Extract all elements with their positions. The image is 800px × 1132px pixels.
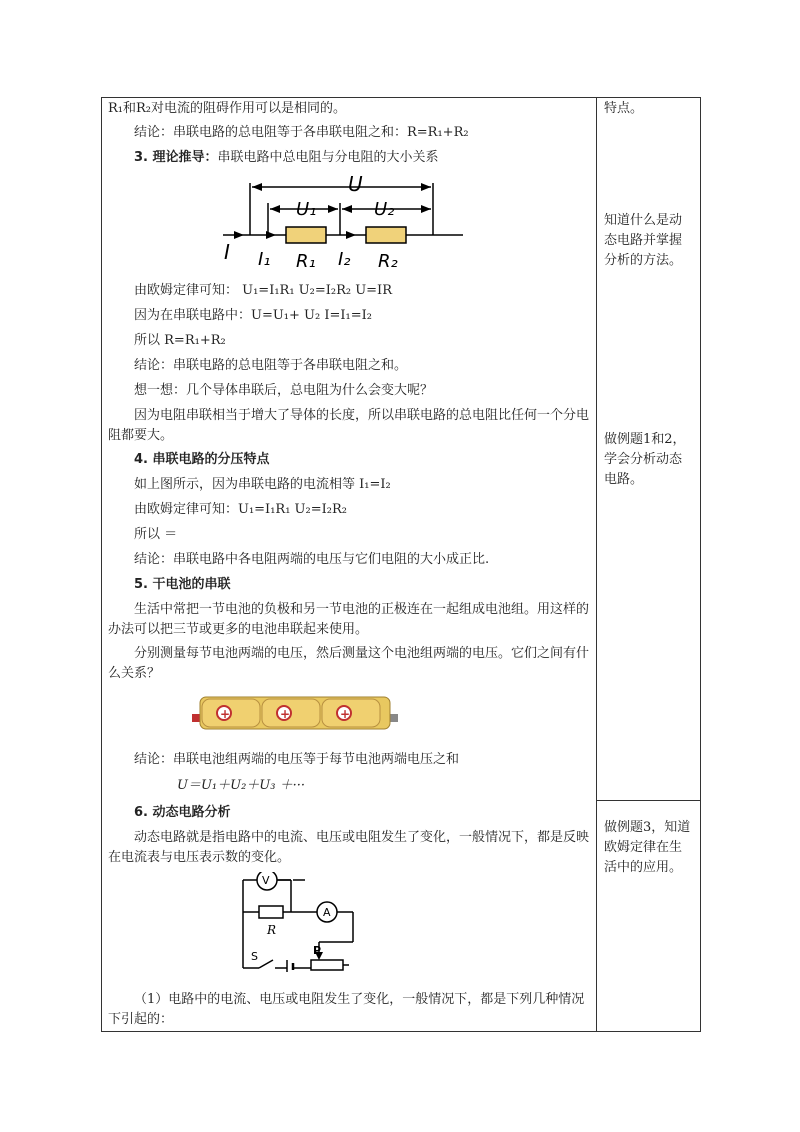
- so-r: 所以 R=R₁+R₂: [134, 333, 226, 348]
- as-figure: 如上图所示，因为串联电路的电流相等 I₁=I₂: [134, 477, 391, 492]
- resistor-r2: [366, 227, 406, 243]
- conclusion-2: 结论：串联电路的总电阻等于各串联电阻之和。: [134, 358, 408, 373]
- side-row-divider: [597, 800, 701, 801]
- heading-5: 5. 干电池的串联: [134, 577, 231, 592]
- side-note-1: 特点。: [604, 101, 644, 116]
- label-u: U: [348, 175, 363, 196]
- switch-label: S: [251, 950, 258, 963]
- plus-icon: +: [340, 707, 351, 721]
- resistor-r: [259, 906, 283, 918]
- battery-pack-image: [192, 692, 402, 734]
- ohm-law-1: 由欧姆定律可知： U₁=I₁R₁ U₂=I₂R₂ U=IR: [134, 283, 392, 298]
- so-ratio: 所以 ＝: [134, 527, 178, 542]
- side-note-3: 做例题1和2，学会分析动态电路。: [604, 432, 686, 487]
- voltage-sum-formula: U＝U₁＋U₂＋U₃ ＋···: [177, 778, 305, 793]
- rheostat: [311, 960, 343, 970]
- paragraph-7: （1）电路中的电流、电压或电阻发生了变化，一般情况下，都是下列几种情况下引起的：: [108, 992, 585, 1027]
- conclusion-1: 结论：串联电路的总电阻等于各串联电阻之和：R=R₁+R₂: [134, 125, 469, 140]
- heading-3: [108, 148, 439, 168]
- heading-3-label: 3. 理论推导：: [134, 150, 218, 165]
- column-divider: [596, 97, 597, 1032]
- conclusion-3: 结论：串联电路中各电阻两端的电压与它们电阻的大小成正比.: [134, 552, 490, 567]
- side-note-4: 做例题3，知道欧姆定律在生活中的应用。: [604, 820, 691, 875]
- label-i: I: [224, 240, 230, 264]
- ohm-law-2: 由欧姆定律可知：U₁=I₁R₁ U₂=I₂R₂: [134, 502, 347, 517]
- since-series: 因为在串联电路中：U=U₁+ U₂ I=I₁=I₂: [134, 308, 372, 323]
- voltmeter-label: V: [262, 874, 270, 887]
- paragraph-5b: 分别测量每节电池两端的电压，然后测量这个电池组两端的电压。它们之间有什么关系？: [108, 646, 590, 681]
- resistor-r1: [286, 227, 326, 243]
- heading-6: 6. 动态电路分析: [134, 805, 231, 820]
- label-u2: U₂: [374, 199, 395, 220]
- label-r1: R₁: [296, 251, 316, 272]
- because-paragraph: 因为电阻串联相当于增大了导体的长度，所以串联电路的总电阻比任何一个分电阻都要大。: [108, 408, 590, 443]
- series-circuit-diagram: [218, 175, 578, 275]
- ammeter-label: A: [323, 906, 331, 919]
- slider-label: P: [313, 944, 322, 957]
- label-i1: I₁: [258, 249, 271, 270]
- think-question: 想一想：几个导体串联后，总电阻为什么会变大呢？: [134, 383, 434, 398]
- label-i2: I₂: [338, 249, 351, 270]
- plus-icon: +: [220, 707, 231, 721]
- paragraph-5a: 生活中常把一节电池的负极和另一节电池的正极连在一起组成电池组。用这样的办法可以把三节或更多的电池串联起来使用。: [108, 602, 590, 637]
- heading-3-text: 串联电路中总电阻与分电阻的大小关系: [217, 150, 439, 165]
- label-u1: U₁: [296, 199, 317, 220]
- conclusion-4: 结论：串联电池组两端的电压等于每节电池两端电压之和: [134, 752, 460, 767]
- side-note-2: 知道什么是动态电路并掌握分析的方法。: [604, 213, 683, 268]
- heading-4: 4. 串联电路的分压特点: [134, 452, 270, 467]
- plus-icon: +: [280, 707, 291, 721]
- resistor-label: R: [267, 923, 277, 937]
- line-r1-r2: R₁和R₂对电流的阻碍作用可以是相同的。: [108, 101, 346, 116]
- paragraph-6: 动态电路就是指电路中的电流、电压或电阻发生了变化，一般情况下，都是反映在电流表与电压表示数的变化。: [108, 830, 590, 865]
- label-r2: R₂: [378, 251, 398, 272]
- dynamic-circuit-diagram: [233, 872, 463, 972]
